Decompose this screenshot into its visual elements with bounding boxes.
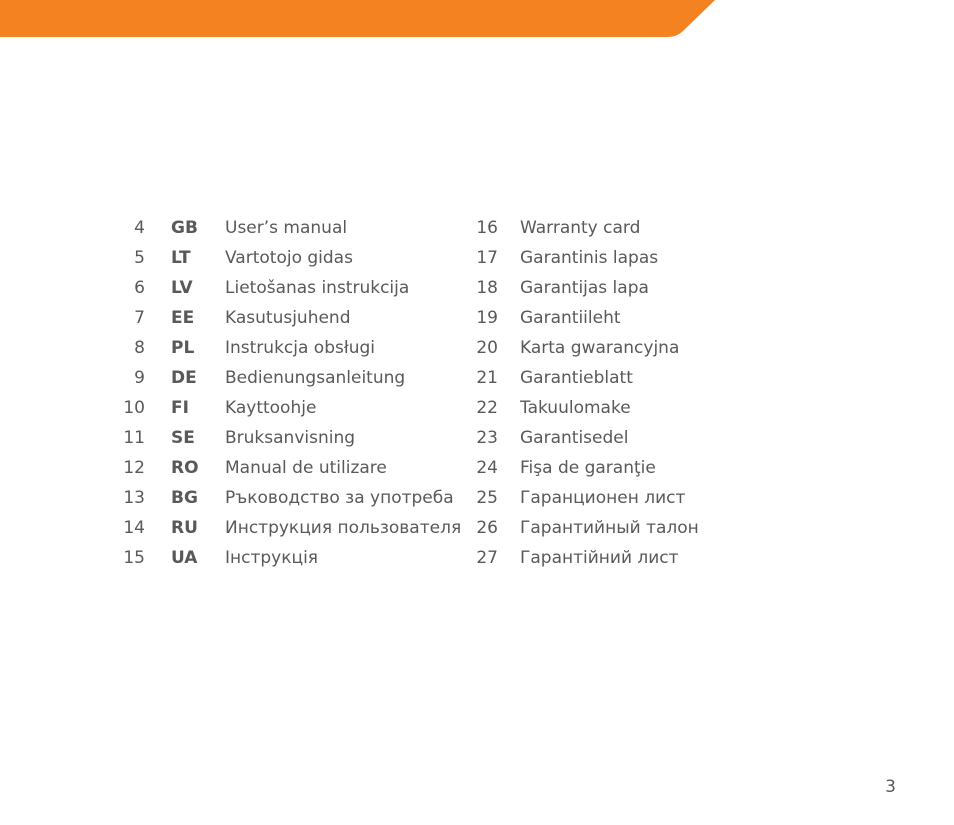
toc-title: Fişa de garanţie <box>520 458 656 478</box>
toc-entry[interactable] <box>110 273 461 303</box>
toc-entry[interactable] <box>110 453 461 483</box>
toc-entry[interactable] <box>460 543 699 573</box>
toc-title: Kayttoohje <box>225 398 317 418</box>
toc-title: Гарантийный талон <box>520 518 699 538</box>
toc-entry[interactable] <box>110 333 461 363</box>
toc-page-number: 25 <box>476 488 498 508</box>
toc-page-number: 26 <box>476 518 498 538</box>
toc-entry[interactable] <box>110 213 461 243</box>
toc-language-code: RO <box>171 458 199 478</box>
toc-entry[interactable] <box>110 483 461 513</box>
toc-entry[interactable] <box>460 393 699 423</box>
toc-title: Karta gwarancyjna <box>520 338 680 358</box>
toc-entry[interactable] <box>110 393 461 423</box>
toc-title: Инструкция пользователя <box>225 518 462 538</box>
toc-language-code: LT <box>171 248 191 268</box>
toc-entry[interactable] <box>460 303 699 333</box>
toc-page-number: 20 <box>476 338 498 358</box>
toc-language-code: EE <box>171 308 195 328</box>
toc-title: Lietošanas instrukcija <box>225 278 410 298</box>
toc-language-code: LV <box>171 278 193 298</box>
toc-title: User’s manual <box>225 218 348 238</box>
toc-title: Гарантійний лист <box>520 548 679 568</box>
toc-title: Garantijas lapa <box>520 278 649 298</box>
toc-page-number: 6 <box>134 278 145 298</box>
toc-column-left <box>110 213 461 573</box>
toc-page-number: 27 <box>476 548 498 568</box>
toc-column-right <box>460 213 699 573</box>
toc-language-code: UA <box>171 548 198 568</box>
toc-page-number: 19 <box>476 308 498 328</box>
toc-page-number: 11 <box>123 428 145 448</box>
toc-language-code: FI <box>171 398 189 418</box>
toc-page-number: 21 <box>476 368 498 388</box>
toc-entry[interactable] <box>460 453 699 483</box>
toc-page-number: 15 <box>123 548 145 568</box>
toc-entry[interactable] <box>110 543 461 573</box>
toc-page-number: 8 <box>134 338 145 358</box>
toc-title: Garantiileht <box>520 308 621 328</box>
toc-language-code: BG <box>171 488 198 508</box>
toc-entry[interactable] <box>460 423 699 453</box>
toc-page-number: 16 <box>476 218 498 238</box>
toc-title: Garantieblatt <box>520 368 633 388</box>
toc-page-number: 22 <box>476 398 498 418</box>
toc-title: Manual de utilizare <box>225 458 387 478</box>
toc-entry[interactable] <box>460 483 699 513</box>
toc-page-number: 5 <box>134 248 145 268</box>
toc-title: Bedienungsanleitung <box>225 368 406 388</box>
toc-language-code: PL <box>171 338 195 358</box>
toc-page-number: 12 <box>123 458 145 478</box>
toc-language-code: GB <box>171 218 198 238</box>
toc-page-number: 7 <box>134 308 145 328</box>
toc-language-code: RU <box>171 518 198 538</box>
toc-page-number: 23 <box>476 428 498 448</box>
toc-entry[interactable] <box>460 273 699 303</box>
toc-page-number: 18 <box>476 278 498 298</box>
toc-entry[interactable] <box>110 303 461 333</box>
toc-entry[interactable] <box>460 213 699 243</box>
toc-page-number: 10 <box>123 398 145 418</box>
toc-title: Warranty card <box>520 218 641 238</box>
toc-title: Bruksanvisning <box>225 428 356 448</box>
toc-entry[interactable] <box>460 333 699 363</box>
toc-entry[interactable] <box>110 363 461 393</box>
toc-page-number: 17 <box>476 248 498 268</box>
toc-entry[interactable] <box>110 243 461 273</box>
toc-title: Vartotojo gidas <box>225 248 353 268</box>
toc-title: Гаранционен лист <box>520 488 686 508</box>
toc-entry[interactable] <box>460 243 699 273</box>
toc-page-number: 4 <box>134 218 145 238</box>
toc-title: Garantisedel <box>520 428 629 448</box>
page-number: 3 <box>885 777 896 797</box>
toc-title: Garantinis lapas <box>520 248 659 268</box>
toc-language-code: DE <box>171 368 197 388</box>
toc-entry[interactable] <box>110 513 461 543</box>
toc-page-number: 9 <box>134 368 145 388</box>
toc-page-number: 14 <box>123 518 145 538</box>
toc-title: Takuulomake <box>520 398 631 418</box>
toc-language-code: SE <box>171 428 195 448</box>
toc-title: Instrukcja obsługi <box>225 338 375 358</box>
orange-header-band <box>0 0 954 40</box>
toc-title: Інструкція <box>225 548 319 568</box>
toc-entry[interactable] <box>460 363 699 393</box>
toc-title: Ръководство за употреба <box>225 488 454 508</box>
toc-title: Kasutusjuhend <box>225 308 351 328</box>
toc-page-number: 24 <box>476 458 498 478</box>
toc-entry[interactable] <box>460 513 699 543</box>
toc-page-number: 13 <box>123 488 145 508</box>
toc-entry[interactable] <box>110 423 461 453</box>
